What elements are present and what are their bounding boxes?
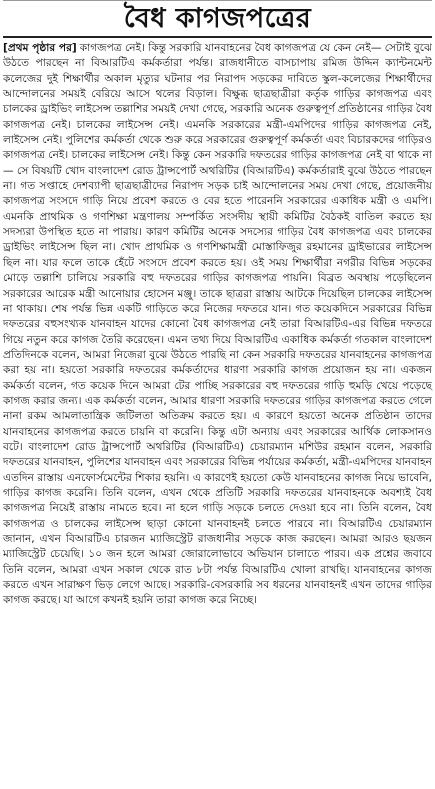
headline-bar [3, 0, 432, 38]
article-paragraph-text: কাগজপত্র নেই। কিন্তু সরকারি যানবাহনের বৈধ কাগজপত্র যে কেন নেই— সেটাই বুঝে উঠতে পারছেন না বিআরটিএ কর্মকর্তারা পর্যন্ত। রাজধানীতে বাসচাপায় রমিজ উদ্দিন ক্যান্টনমেন্ট কলেজের দুই শিক্ষার্থীর অকাল মৃত্যুর ঘটনার পর নিরাপদ সড়কের দাবিতে স্কুল-কলেজের শিক্ষার্থীদের আন্দোলনের সময়ই বেরিয়ে আসে থলের বিড়াল। বিক্ষুব্ধ ছাত্রছাত্রীরা কর্তৃক গাড়ির কাগজপত্র এবং চালকের ড্রাইভিং লাইসেন্স তল্লাশির সময়ই দেখা গেছে, সরকারি অনেক গুরুত্বপূর্ণ প্রতিষ্ঠানের গাড়ির বৈধ কাগজপত্র নেই। চালকের লাইসেন্স নেই। এমনকি সরকারের মন্ত্রী-এমপিদের গাড়ির কাগজপত্র নেই, লাইসেন্স নেই। পুলিশের কর্মকর্তা থেকে শুরু করে সরকারের গুরুত্বপূর্ণ কর্মকর্তা এবং বিচারকদের গাড়িরও কাগজপত্র নেই। চালকের লাইসেন্স নেই। কিন্তু কেন সরকারি দফতরের গাড়ির কাগজপত্র নেই বা থাকে না— সে বিষয়টি খোদ বাংলাদেশ রোড ট্রান্সপোর্ট অথরিটির (বিআরটিএ) কর্মকর্তারাই বুঝে উঠতে পারছেন না। গত সপ্তাহে দেশব্যাপী ছাত্রছাত্রীদের নিরাপদ সড়ক চাই আন্দোলনের সময় দেখা গেছে, প্রয়োজনীয় কাগজপত্র সংসদে গাড়ি নিয়ে প্রবেশ করতে ও বের হতে পারেননি সরকারের একাধিক মন্ত্রী ও এমপি। এমনকি প্রাথমিক ও গণশিক্ষা মন্ত্রণালয় সম্পর্কিত সংসদীয় স্থায়ী কমিটির বৈঠকই বাতিল করতে হয় সদস্যরা উপস্থিত হতে না পারায়। কারণ কমিটির অনেক সদস্যের গাড়ির বৈধ কাগজপত্র এবং চালকের ড্রাইভিং লাইসেন্স ছিল না। খোদ প্রাথমিক ও গণশিক্ষামন্ত্রী মোস্তাফিজুর রহমানের ড্রাইভারের লাইসেন্স ছিল না। যার ফলে তাকে হেঁটে সংসদে প্রবেশ করতে হয়। ওই সময় শিক্ষার্থীরা নগরীর বিভিন্ন সড়কের মোড়ে তল্লাশি চালিয়ে সরকারি বহু দফতরের গাড়ির কাগজপত্র পায়নি। বিব্রত অবস্থায় পড়েছিলেন সরকারের আরেক মন্ত্রী আনোয়ার হোসেন মঞ্জু। তাকে ছাত্ররা রাস্তায় আটকে দিয়েছিল চালকের লাইসেন্স না থাকায়। শেষ পর্যন্ত ভিন্ন একটি গাড়িতে করে নিজের দফতরে যান। গত কয়েকদিনে সরকারের বিভিন্ন দফতরের বহুসংখ্যক যানবাহন যাদের কোনো বৈধ কাগজপত্র নেই তারা বিআরটিএ-এর বিভিন্ন দফতরে গিয়ে নতুন করে কাগজ তৈরি করেছেন। এমন তথ্য দিয়ে বিআরটিএ একাধিক কর্মকর্তা গতকাল বাংলাদেশ প্রতিদিনকে বলেন, আমরা নিজেরা বুঝে উঠতে পারছি না কেন সরকারি দফতরের যানবাহনের কাগজপত্র করা হয় না। হয়তো সরকারি দফতরের কর্মকর্তাদের ধারণা সরকারি কাগজ প্রয়োজন হয় না। একজন কর্মকর্তা বলেন, গত কয়েক দিনে আমরা টের পাচ্ছি সরকারের বহু দফতরের গাড়ি হুমড়ি খেয়ে পড়েছে কাগজ করার জন্য। এক কর্মকর্তা বলেন, আমার ধারণা সরকারি দফতরের গাড়ির কাগজপত্র করতে গেলে নানা রকম আমলাতান্ত্রিক জটিলতা অতিক্রম করতে হয়। এ কারণে হয়তো অনেক প্রতিষ্ঠান তাদের যানবাহনের কাগজপত্র করতে চায়নি বা করেনি। কিন্তু এটা অন্যায় এবং সরকারের আর্থিক লোকসানও বটে। বাংলাদেশ রোড ট্রান্সপোর্ট অথরিটির (বিআরটিএ) চেয়ারম্যান মশিউর রহমান বলেন, সরকারি দফতরের যানবাহন, পুলিশের যানবাহন এবং সরকারের বিভিন্ন পর্যায়ের কর্মকর্তা, মন্ত্রী-এমপিদের যানবাহন এতদিন রাস্তায় এনফোর্সমেন্টের শিকার হয়নি। এ কারণেই হয়তো কেউ যানবাহনের কাগজ নিয়ে ভাবেনি, গাড়ির কাগজ করেনি। তিনি বলেন, এখন থেকে প্রতিটি সরকারি দফতরের যানবাহনকে অবশ্যই বৈধ কাগজপত্র নিয়েই রাস্তায় নামতে হবে। না হলে গাড়ি সড়কে চলতে দেওয়া হবে না। তিনি বলেন, বৈধ কাগজপত্র ও চালকের লাইসেন্স ছাড়া কোনো যানবাহনই চলতে পারবে না। বিআরটিএ চেয়ারম্যান জানান, এখন বিআরটিএ চারজন ম্যাজিস্ট্রেট রাজধানীর সড়কে কাজ করছেন। আমরা আরও ছয়জন ম্যাজিস্ট্রেট চেয়েছি। ১০ জন হলে আমরা জোরালোভাবে অভিযান চালাতে পারব। এক প্রশ্নের জবাবে তিনি বলেন, আমরা এখন সকাল থেকে রাত ৮টা পর্যন্ত বিআরটিএ খোলা রাখছি। যানবাহনের কাগজ করতে এখন সারাক্ষণ ভিড় লেগে আছে। সরকারি-বেসরকারি সব ধরনের যানবাহনই এখন তাদের গাড়ির কাগজ করছে। যা আগে কখনই হয়নি তারা কাগজ করে নিচ্ছে। [3, 42, 433, 607]
article-headline: বৈধ কাগজপত্রের [123, 2, 312, 34]
article-paragraph [3, 41, 432, 609]
article-body [3, 41, 432, 609]
continuation-label: [প্রথম পৃষ্ঠার পর] [3, 42, 77, 54]
